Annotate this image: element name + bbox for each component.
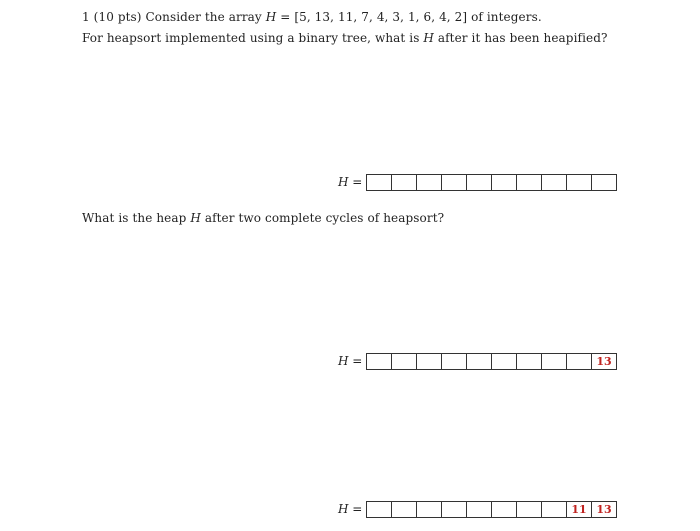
- answer-array: [366, 501, 617, 518]
- answer-row-heapified: [338, 172, 617, 192]
- array-cell[interactable]: [442, 353, 467, 370]
- variable-h: H: [423, 31, 434, 45]
- array-cell[interactable]: [417, 174, 442, 191]
- array-cell[interactable]: [392, 353, 417, 370]
- array-cell[interactable]: [442, 501, 467, 518]
- array-literal: [5, 13, 11, 7, 4, 3, 1, 6, 4, 2]: [294, 10, 468, 24]
- array-cell[interactable]: [567, 353, 592, 370]
- question-2-line: [82, 211, 444, 225]
- array-cell[interactable]: [467, 353, 492, 370]
- array-cell[interactable]: [442, 174, 467, 191]
- question-text-end: after it has been heapified?: [437, 31, 608, 45]
- array-cell[interactable]: [492, 174, 517, 191]
- array-cell[interactable]: [367, 174, 392, 191]
- array-cell[interactable]: [467, 501, 492, 518]
- array-cell[interactable]: [517, 174, 542, 191]
- question-text: Consider the array: [145, 10, 262, 24]
- question-text-end: after two complete cycles of heapsort?: [204, 211, 445, 225]
- array-cell[interactable]: 13: [592, 501, 617, 518]
- answer-array: [366, 174, 617, 191]
- array-cell[interactable]: [492, 501, 517, 518]
- question-text: For heapsort implemented using a binary tree, what is: [82, 31, 420, 45]
- array-cell[interactable]: [467, 174, 492, 191]
- array-cell[interactable]: [417, 353, 442, 370]
- question-text-end: of integers.: [471, 10, 542, 24]
- answer-label: H =: [338, 354, 363, 368]
- array-cell[interactable]: [517, 353, 542, 370]
- array-cell[interactable]: [492, 353, 517, 370]
- variable-h: H: [190, 211, 201, 225]
- equals-sign: =: [280, 10, 291, 24]
- array-cell[interactable]: [567, 174, 592, 191]
- array-cell[interactable]: [392, 174, 417, 191]
- question-points: (10 pts): [93, 10, 142, 24]
- array-cell[interactable]: [542, 501, 567, 518]
- variable-h: H: [265, 10, 277, 24]
- array-cell[interactable]: [367, 501, 392, 518]
- question-1b-line: [82, 31, 608, 45]
- array-cell[interactable]: 11: [567, 501, 592, 518]
- answer-label: H =: [338, 175, 363, 189]
- array-cell[interactable]: [542, 353, 567, 370]
- question-number: 1: [82, 10, 90, 24]
- answer-label: H =: [338, 502, 363, 516]
- array-cell[interactable]: [417, 501, 442, 518]
- question-1-line: [82, 10, 542, 24]
- answer-row-cycle-1: [338, 351, 617, 371]
- array-cell[interactable]: [392, 501, 417, 518]
- array-cell[interactable]: [517, 501, 542, 518]
- array-cell[interactable]: [592, 174, 617, 191]
- answer-array: [366, 353, 617, 370]
- array-cell[interactable]: [542, 174, 567, 191]
- question-text: What is the heap: [82, 211, 187, 225]
- array-cell[interactable]: [367, 353, 392, 370]
- answer-row-cycle-2: [338, 499, 617, 519]
- array-cell[interactable]: 13: [592, 353, 617, 370]
